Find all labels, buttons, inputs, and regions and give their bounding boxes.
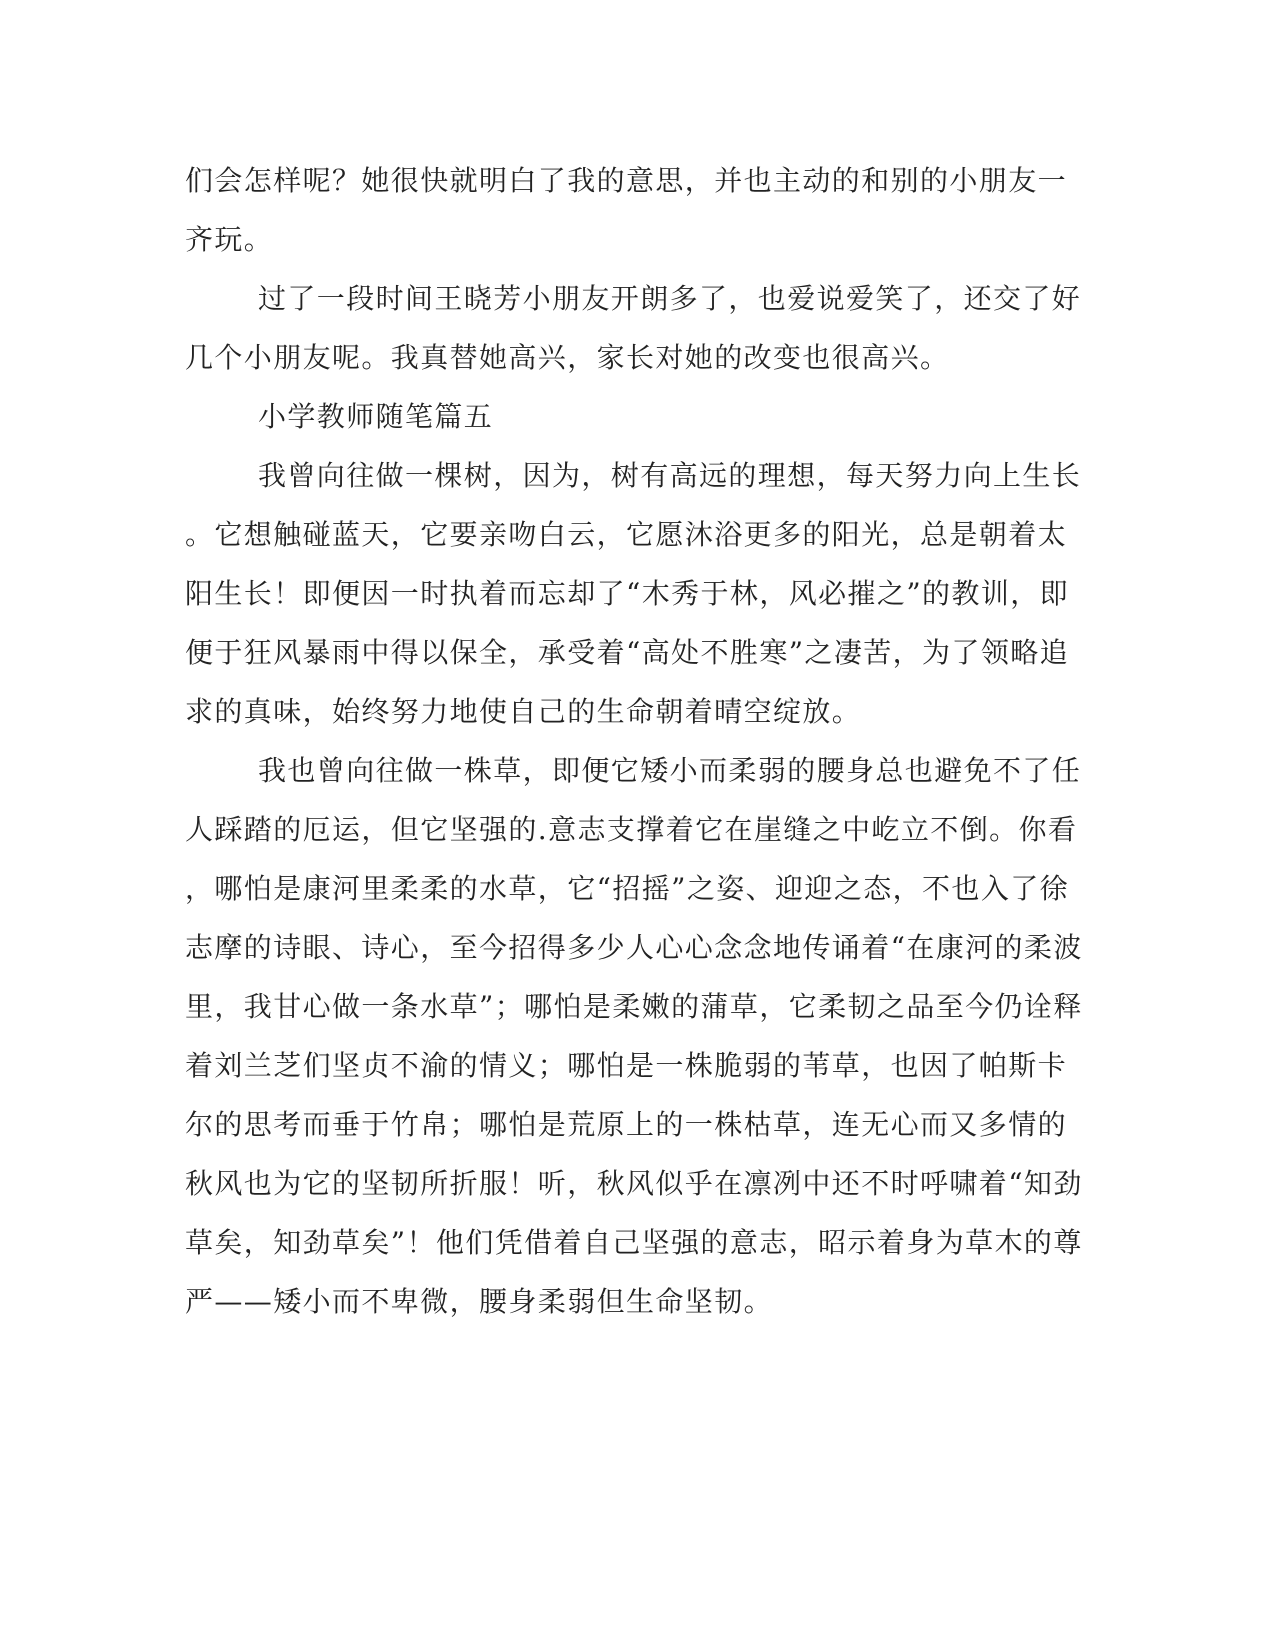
text-line: 齐玩。 [185,223,274,256]
text-line: 里，我甘心做一条水草”；哪怕是柔嫩的蒲草，它柔韧之品至今仍诠释 [185,990,1083,1023]
section-heading: 小学教师随笔篇五 [258,400,494,433]
text-line: 着刘兰芝们坚贞不渝的情义；哪怕是一株脆弱的苇草，也因了帕斯卡 [185,1049,1068,1082]
text-line: 尔的思考而垂于竹帛；哪怕是荒原上的一株枯草，连无心而又多情的 [185,1108,1068,1141]
text-line: 几个小朋友呢。我真替她高兴，家长对她的改变也很高兴。 [185,341,950,374]
text-line: 草矣，知劲草矣”！他们凭借着自己坚强的意志，昭示着身为草木的尊 [185,1226,1083,1259]
text-line: 秋风也为它的坚韧所折服！听，秋风似乎在凛冽中还不时呼啸着“知劲 [185,1167,1083,1200]
text-line: 严——矮小而不卑微，腰身柔弱但生命坚韧。 [185,1285,774,1318]
text-line: ，哪怕是康河里柔柔的水草，它“招摇”之姿、迎迎之态，不也入了徐 [185,872,1070,905]
text-line: 便于狂风暴雨中得以保全，承受着“高处不胜寒”之凄苦，为了领略追 [185,636,1070,669]
text-line: 过了一段时间王晓芳小朋友开朗多了，也爱说爱笑了，还交了好 [258,282,1082,315]
text-line: 阳生长！即便因一时执着而忘却了“木秀于林，风必摧之”的教训，即 [185,577,1070,610]
text-line: 们会怎样呢？她很快就明白了我的意思，并也主动的和别的小朋友一 [185,164,1068,197]
text-line: 我也曾向往做一株草，即便它矮小而柔弱的腰身总也避免不了任 [258,754,1082,787]
text-line: 求的真味，始终努力地使自己的生命朝着晴空绽放。 [185,695,862,728]
text-line: 志摩的诗眼、诗心，至今招得多少人心心念念地传诵着“在康河的柔波 [185,931,1083,964]
text-line: 。它想触碰蓝天，它要亲吻白云，它愿沐浴更多的阳光，总是朝着太 [185,518,1068,551]
text-line: 人踩踏的厄运，但它坚强的.意志支撑着它在崖缝之中屹立不倒。你看 [185,813,1078,846]
text-line: 我曾向往做一棵树，因为，树有高远的理想，每天努力向上生长 [258,459,1082,492]
